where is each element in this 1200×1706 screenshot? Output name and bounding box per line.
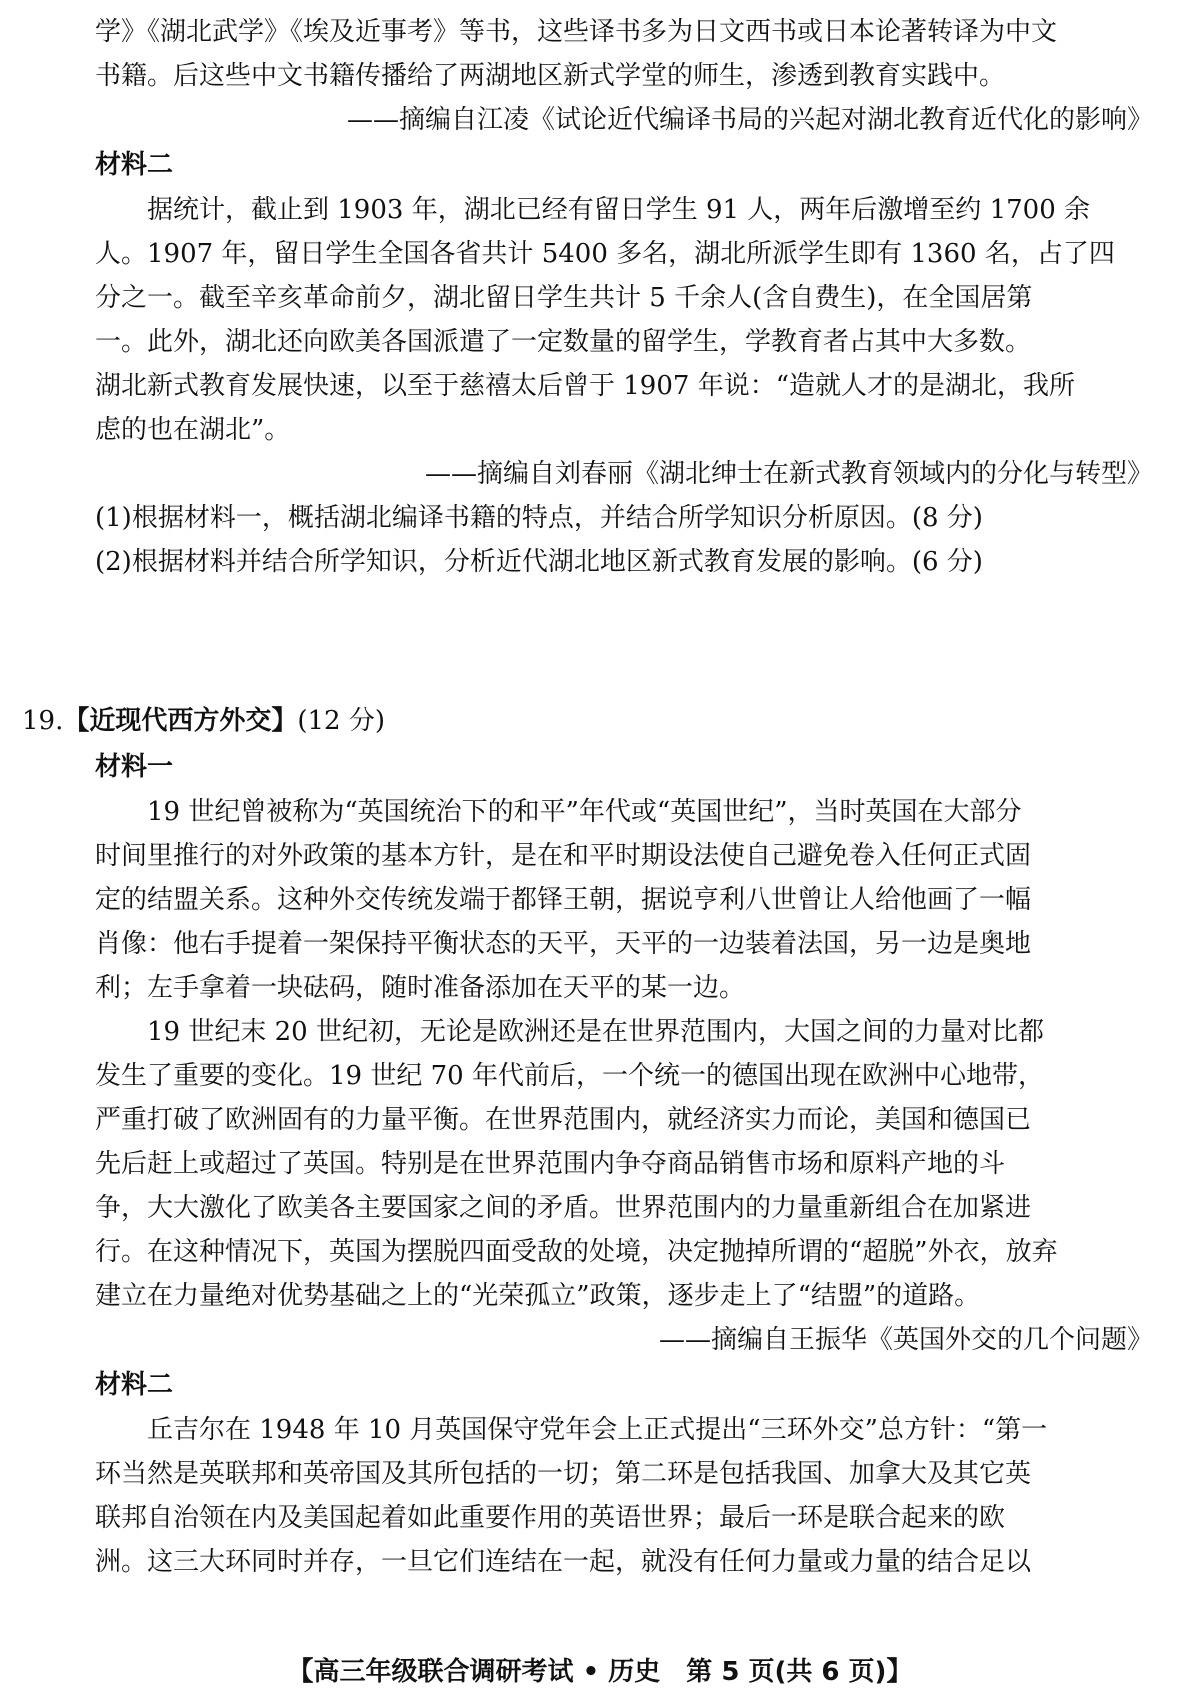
text-line: 据统计，截止到 1903 年，湖北已经有留日学生 91 人，两年后激增至约 1700 余 bbox=[147, 195, 1091, 225]
question-score: (12 分) bbox=[297, 706, 386, 736]
text-line: 丘吉尔在 1948 年 10 月英国保守党年会上正式提出“三环外交”总方针：“第一 bbox=[147, 1415, 1048, 1445]
question-19-header bbox=[22, 698, 385, 744]
question-number: 19. bbox=[22, 706, 64, 736]
text-line: 19 世纪末 20 世纪初，无论是欧洲还是在世界范围内，大国之间的力量对比都 bbox=[147, 1017, 1044, 1047]
text-line: 严重打破了欧洲固有的力量平衡。在世界范围内，就经济实力而论，美国和德国已 bbox=[95, 1105, 1032, 1135]
material-heading: 材料一 bbox=[95, 752, 174, 782]
text-line: 时间里推行的对外政策的基本方针，是在和平时期设法使自己避免卷入任何正式固 bbox=[95, 841, 1032, 871]
text-line: 肖像：他右手提着一架保持平衡状态的天平，天平的一边装着法国，另一边是奥地 bbox=[95, 929, 1032, 959]
section-19 bbox=[95, 744, 1153, 1584]
source-citation: ——摘编自刘春丽《湖北绅士在新式教育领域内的分化与转型》 bbox=[424, 459, 1153, 489]
text-line: 一。此外，湖北还向欧美各国派遣了一定数量的留学生，学教育者占其中大多数。 bbox=[95, 327, 1032, 357]
text-line: 19 世纪曾被称为“英国统治下的和平”年代或“英国世纪”，当时英国在大部分 bbox=[147, 797, 1022, 827]
text-line: 行。在这种情况下，英国为摆脱四面受敌的处境，决定抛掉所谓的“超脱”外衣，放弃 bbox=[95, 1237, 1058, 1267]
question-item: (1)根据材料一，概括湖北编译书籍的特点，并结合所学知识分析原因。(8 分) bbox=[95, 503, 983, 533]
text-line: 环当然是英联邦和英帝国及其所包括的一切；第二环是包括我国、加拿大及其它英 bbox=[95, 1459, 1032, 1489]
material-heading: 材料二 bbox=[95, 150, 174, 180]
text-line: 发生了重要的变化。19 世纪 70 年代前后，一个统一的德国出现在欧洲中心地带， bbox=[95, 1061, 1044, 1091]
section-18-continued bbox=[95, 10, 1153, 584]
source-citation: ——摘编自江凌《试论近代编译书局的兴起对湖北教育近代化的影响》 bbox=[346, 105, 1153, 135]
text-line: 湖北新式教育发展快速，以至于慈禧太后曾于 1907 年说：“造就人才的是湖北，我所 bbox=[95, 371, 1075, 401]
text-line: 联邦自治领在内及美国起着如此重要作用的英语世界；最后一环是联合起来的欧 bbox=[95, 1503, 1006, 1533]
source-citation: ——摘编自王振华《英国外交的几个问题》 bbox=[658, 1325, 1153, 1355]
question-item: (2)根据材料并结合所学知识，分析近代湖北地区新式教育发展的影响。(6 分) bbox=[95, 547, 983, 577]
text-line: 人。1907 年，留日学生全国各省共计 5400 多名，湖北所派学生即有 1360 名，占了四 bbox=[95, 239, 1115, 269]
question-title: 【近现代西方外交】 bbox=[63, 706, 298, 736]
text-line: 洲。这三大环同时并存，一旦它们连结在一起，就没有任何力量或力量的结合足以 bbox=[95, 1547, 1032, 1577]
text-line: 利；左手拿着一块砝码，随时准备添加在天平的某一边。 bbox=[95, 973, 746, 1003]
text-line: 分之一。截至辛亥革命前夕，湖北留日学生共计 5 千余人(含自费生)，在全国居第 bbox=[95, 283, 1033, 313]
text-line: 虑的也在湖北”。 bbox=[95, 415, 291, 445]
material-heading: 材料二 bbox=[95, 1370, 174, 1400]
text-line: 学》《湖北武学》《埃及近事考》等书，这些译书多为日文西书或日本论著转译为中文 bbox=[95, 17, 1058, 47]
text-line: 建立在力量绝对优势基础之上的“光荣孤立”政策，逐步走上了“结盟”的道路。 bbox=[95, 1281, 981, 1311]
text-line: 先后赶上或超过了英国。特别是在世界范围内争夺商品销售市场和原料产地的斗 bbox=[95, 1149, 1006, 1179]
text-line: 书籍。后这些中文书籍传播给了两湖地区新式学堂的师生，渗透到教育实践中。 bbox=[95, 61, 1006, 91]
page-footer: 【高三年级联合调研考试 • 历史 第 5 页(共 6 页)】 bbox=[287, 1657, 913, 1687]
text-line: 定的结盟关系。这种外交传统发端于都铎王朝，据说亨利八世曾让人给他画了一幅 bbox=[95, 885, 1032, 915]
text-line: 争，大大激化了欧美各主要国家之间的矛盾。世界范围内的力量重新组合在加紧进 bbox=[95, 1193, 1032, 1223]
